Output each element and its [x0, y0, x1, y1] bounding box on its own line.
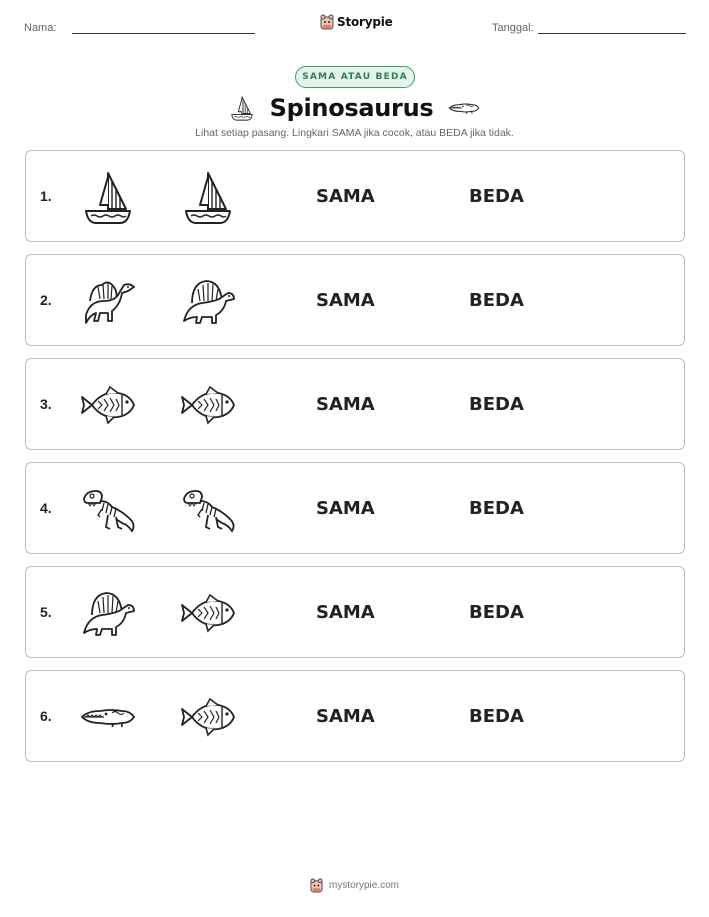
instruction-text: Lihat setiap pasang. Lingkari SAMA jika cocok, atau BEDA jika tidak.	[195, 127, 514, 139]
dino-skeleton-icon	[178, 479, 238, 539]
question-number: 1.	[40, 188, 52, 204]
same-option[interactable]: SAMA	[316, 394, 375, 415]
question-number: 3.	[40, 396, 52, 412]
sailboat-icon	[178, 167, 238, 227]
name-field[interactable]	[72, 33, 255, 34]
different-option[interactable]: BEDA	[469, 186, 524, 207]
question-number: 2.	[40, 292, 52, 308]
footer-url[interactable]: mystorypie.com	[328, 880, 399, 891]
fish-icon	[178, 583, 238, 643]
brand-logo	[320, 14, 393, 30]
spinosaurus-icon	[78, 583, 138, 643]
spinosaurus-icon	[178, 271, 238, 331]
storypie-mascot-icon	[320, 14, 334, 30]
question-number: 4.	[40, 500, 52, 516]
name-label: Nama:	[24, 22, 57, 34]
fish-icon	[78, 375, 138, 435]
question-row	[25, 358, 685, 450]
brand-name: Storypie	[337, 15, 393, 29]
question-row	[25, 254, 685, 346]
question-number: 5.	[40, 604, 52, 620]
question-row	[25, 150, 685, 242]
title-row	[0, 92, 709, 124]
fish-icon	[178, 687, 238, 747]
sailboat-icon	[228, 94, 256, 122]
same-option[interactable]: SAMA	[316, 290, 375, 311]
different-option[interactable]: BEDA	[469, 498, 524, 519]
date-label: Tanggal:	[492, 22, 534, 34]
date-field[interactable]	[538, 33, 686, 34]
worksheet-header	[0, 14, 709, 44]
sailboat-icon	[78, 167, 138, 227]
footer	[0, 878, 709, 893]
different-option[interactable]: BEDA	[469, 394, 524, 415]
same-option[interactable]: SAMA	[316, 498, 375, 519]
page-title: Spinosaurus	[269, 94, 434, 122]
question-row	[25, 566, 685, 658]
question-row	[25, 670, 685, 762]
crocodile-icon	[447, 91, 481, 125]
different-option[interactable]: BEDA	[469, 706, 524, 727]
dino-skeleton-icon	[78, 479, 138, 539]
different-option[interactable]: BEDA	[469, 290, 524, 311]
same-option[interactable]: SAMA	[316, 602, 375, 623]
storypie-mascot-icon	[310, 878, 323, 893]
fish-icon	[178, 375, 238, 435]
same-option[interactable]: SAMA	[316, 186, 375, 207]
same-option[interactable]: SAMA	[316, 706, 375, 727]
question-number: 6.	[40, 708, 52, 724]
activity-badge: SAMA ATAU BEDA	[295, 66, 415, 88]
question-row	[25, 462, 685, 554]
spinosaurus-icon	[78, 271, 138, 331]
crocodile-icon	[78, 687, 138, 747]
different-option[interactable]: BEDA	[469, 602, 524, 623]
